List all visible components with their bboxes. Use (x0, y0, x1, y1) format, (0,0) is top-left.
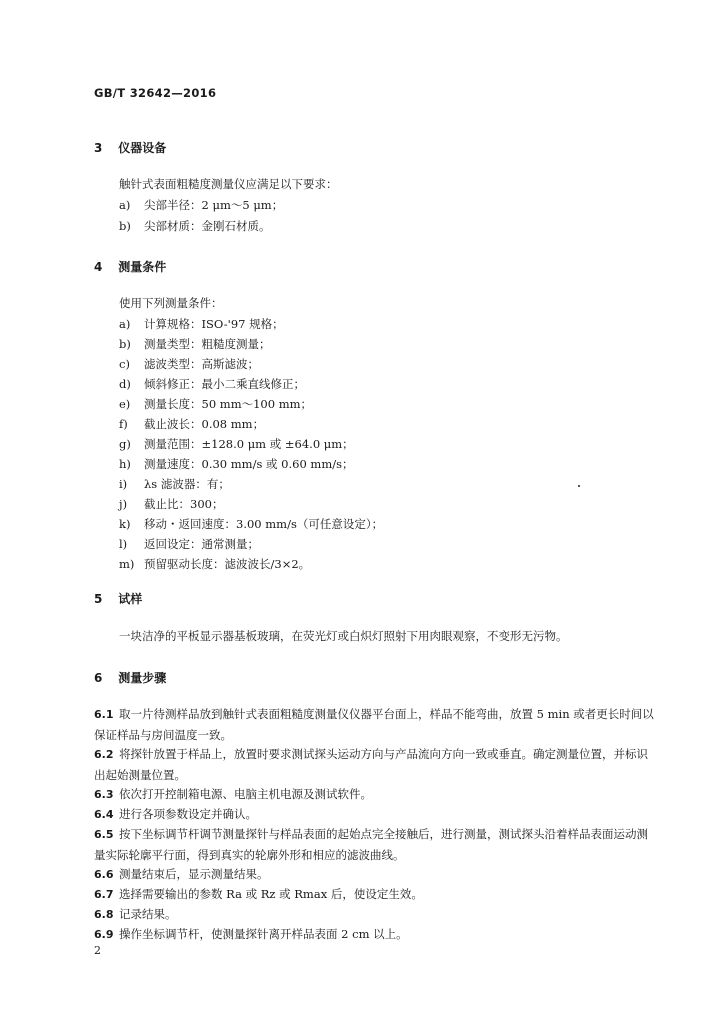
list-item: g) 测量范围：±128.0 μm 或 ±64.0 μm； (119, 437, 354, 451)
section-title: 测量条件 (118, 260, 167, 274)
section-number: 4 (94, 260, 103, 274)
standard-header: GB/T 32642—2016 (94, 86, 217, 100)
section-4-heading (94, 258, 166, 275)
list-item: b) 测量类型：粗糙度测量； (119, 337, 271, 351)
list-item: a) 尖部半径：2 μm～5 μm； (119, 198, 284, 212)
section-title: 试样 (118, 592, 143, 606)
section-title: 测量步骤 (118, 671, 167, 685)
procedure-step: 6.9 操作坐标调节杆，使测量探针离开样品表面 2 cm 以上。 (94, 927, 408, 941)
section-number: 5 (94, 592, 103, 606)
scan-speck (578, 485, 580, 487)
section-3-intro: 触针式表面粗糙度测量仪应满足以下要求： (119, 177, 338, 191)
list-item: i) λs 滤波器：有； (119, 477, 230, 491)
procedure-step: 6.2 将探针放置于样品上，放置时要求测试探头运动方向与产品流向方向一致或垂直。确定测量位置，并标识出起始测量位置。 (94, 747, 648, 782)
section-6-heading (94, 669, 166, 686)
procedure-step: 6.8 记录结果。 (94, 907, 177, 921)
list-item: f) 截止波长：0.08 mm； (119, 417, 265, 431)
section-5-text: 一块洁净的平板显示器基板玻璃，在荧光灯或白炽灯照射下用肉眼观察，不变形无污物。 (119, 629, 568, 643)
procedure-step: 6.5 按下坐标调节杆调节测量探针与样品表面的起始点完全接触后，进行测量，测试探头沿着样品表面运动测量实际轮廓平行面，得到真实的轮廓外形和相应的滤波曲线。 (94, 827, 648, 862)
section-title: 仪器设备 (118, 141, 167, 155)
list-item: j) 截止比：300； (119, 497, 224, 511)
section-number: 3 (94, 141, 103, 155)
list-item: k) 移动・返回速度：3.00 mm/s（可任意设定）； (119, 517, 384, 531)
procedure-step: 6.1 取一片待测样品放到触针式表面粗糙度测量仪仪器平台面上，样品不能弯曲，放置 5 min 或者更长时间以保证样品与房间温度一致。 (94, 707, 654, 742)
list-item: c) 滤波类型：高斯滤波； (119, 357, 259, 371)
list-item: h) 测量速度：0.30 mm/s 或 0.60 mm/s； (119, 457, 354, 471)
procedure-step: 6.4 进行各项参数设定并确认。 (94, 807, 257, 821)
page-number: 2 (94, 944, 101, 957)
section-3-heading (94, 139, 166, 156)
list-item: m) 预留驱动长度：滤波波长/3×2。 (119, 557, 311, 571)
section-number: 6 (94, 671, 103, 685)
procedure-step: 6.6 测量结束后，显示测量结果。 (94, 867, 269, 881)
list-item: e) 测量长度：50 mm～100 mm； (119, 397, 313, 411)
list-item: d) 倾斜修正：最小二乘直线修正； (119, 377, 305, 391)
section-4-intro: 使用下列测量条件： (119, 296, 223, 310)
list-item: l) 返回设定：通常测量； (119, 537, 259, 551)
procedure-step: 6.3 依次打开控制箱电源、电脑主机电源及测试软件。 (94, 787, 372, 801)
procedure-step: 6.7 选择需要输出的参数 Ra 或 Rz 或 Rmax 后，使设定生效。 (94, 887, 423, 901)
section-5-heading (94, 590, 142, 607)
list-item: b) 尖部材质：金刚石材质。 (119, 219, 271, 233)
list-item: a) 计算规格：ISO-'97 规格； (119, 317, 284, 331)
